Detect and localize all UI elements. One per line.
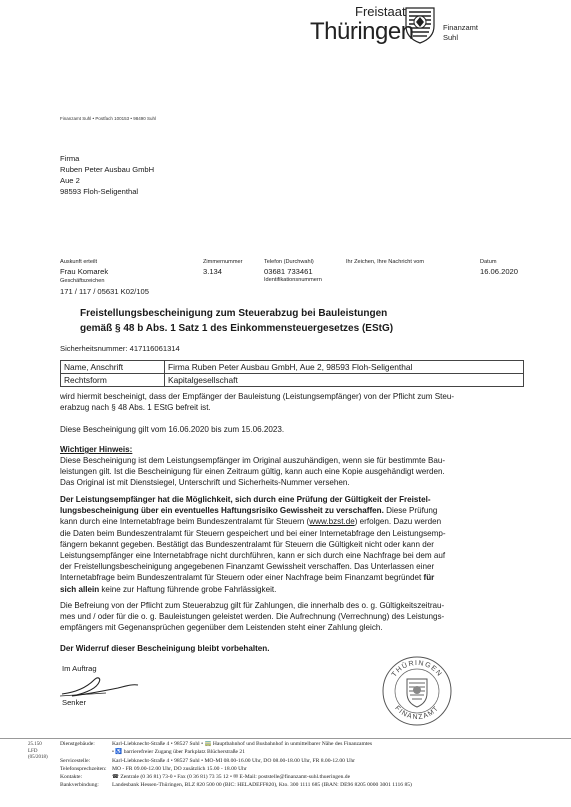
- telefon-label: Telefon (Durchwahl): [264, 259, 314, 265]
- info-table: [60, 360, 524, 387]
- signatory-name: Senker: [62, 698, 87, 707]
- footer-info: [60, 740, 540, 790]
- footer-row: Servicestelle: Karl-Liebknecht-Straße 4 • 98527 Suhl • MO-MI 08.00-16.00 Uhr, DO 08.00-18.00 Uhr, FR 8.00-12.00 Uhr: [60, 757, 356, 764]
- table-key: Name, Anschrift: [61, 361, 165, 374]
- recipient-line: 98593 Floh-Seligenthal: [60, 187, 139, 196]
- official-seal-icon: [381, 655, 453, 727]
- paragraph-gueltigkeit: Diese Bescheinigung gilt vom 16.06.2020 bis zum 15.06.2023.: [60, 425, 285, 434]
- footer-row: Bankverbindung: Landesbank Hessen-Thüringen, BLZ 820 500 00 (BIC: HELADEFF820), Kto. 300 1111 685 (IBAN: DE96 8205 0000 3001 1116 85): [60, 782, 412, 789]
- im-auftrag: Im Auftrag: [62, 664, 97, 673]
- footer-row: Kontakte: ☎ Zentrale (0 36 81) 73-0 • Fax (0 36 81) 73 35 12 • ✉ E-Mail: poststelle@finanzamt-suhl.thueringen.de: [60, 774, 351, 781]
- footer-row: • ♿ barrierefreier Zugang über Parkplatz Blücherstraße 21: [112, 749, 246, 756]
- finanzamt-label: Finanzamt Suhl: [443, 23, 479, 42]
- hinweis-title: Wichtiger Hinweis:: [60, 445, 133, 454]
- bzst-link[interactable]: www.bzst.de: [309, 517, 355, 527]
- paragraph-befreiung-zahlungen: Die Befreiung von der Pflicht zum Steuerabzug gilt für Zahlungen, die innerhalb des o. g. Gültigkeitszeitrau- mes und / oder für die o. g. Bauleistungen geleistet werden. Die Aufrechnung (Verrechnung) des Leistungs- empfängers mit Gegenansprüchen gegenüber dem Leistenden steht einer Zahlung gleich.: [60, 601, 445, 633]
- telefon-value: 03681 733461: [264, 267, 313, 276]
- gz-label: Geschäftszeichen: [60, 278, 105, 284]
- svg-text:THÜRINGEN: THÜRINGEN: [390, 659, 444, 679]
- recipient-address: [60, 153, 154, 197]
- paragraph-befreiung: wird hiermit bescheinigt, dass der Empfänger der Bauleistung (Leistungsempfänger) von der Pflicht zum Steu- erabzug nach § 48 Abs. 1 EStG befreit ist.: [60, 392, 455, 413]
- datum-value: 16.06.2020: [480, 267, 519, 276]
- paragraph-hinweis: Diese Bescheinigung ist dem Leistungsempfänger im Original auszuhändigen, wenn sie für bestimmte Bau- leistungen gilt. Ist die Bescheinigung für einen Zeitraum gültig, kann auch eine Kopie ausgehändigt werden. Das Original ist mit Dienstsiegel, Unterschrift und Sicherheits-Nummer versehen.: [60, 456, 446, 488]
- recipient-line: Aue 2: [60, 176, 80, 185]
- recipient-line: Ruben Peter Ausbau GmbH: [60, 165, 155, 174]
- footer-divider: [0, 738, 571, 739]
- recipient-line: Firma: [60, 154, 80, 163]
- auskunft-label: Auskunft erteilt: [60, 259, 97, 265]
- sicherheitsnummer: Sicherheitsnummer: 417116061314: [60, 344, 180, 353]
- table-value: Firma Ruben Peter Ausbau GmbH, Aue 2, 98593 Floh-Seligenthal: [165, 361, 524, 374]
- widerruf-note: Der Widerruf dieser Bescheinigung bleibt vorbehalten.: [60, 644, 270, 653]
- table-row: [61, 361, 524, 374]
- sender-line: Finanzamt Suhl • Postfach 100153 • 98490 Suhl: [60, 116, 156, 121]
- form-code: 25.150 LFD (05/2018): [28, 742, 48, 760]
- ihr-zeichen-label: Ihr Zeichen, Ihre Nachricht vom: [346, 259, 425, 265]
- brand-freistaat: Freistaat: [355, 4, 406, 19]
- coat-of-arms-icon: [405, 6, 435, 44]
- paragraph-pruefung: Der Leistungsempfänger hat die Möglichkeit, sich durch eine Prüfung der Gültigkeit der Freistel- lungsbescheinigung über ein eventuelles Haftungsrisiko Gewissheit zu verschaffen. Diese Prüfung kann durch eine Internetabfrage beim Bundeszentralamt für Steuern (www.bzst.de) erfolgen. Dazu werden die Daten beim Bundeszentralamt für Steuern gespeichert und bei einer Internetabfrage den Leistungsemp- fängern bekannt gegeben. Bestätigt das Bundeszentralamt für Steuern die Gültigkeit nicht oder kann der Leistungsempfänger eine Internetabfrage nicht durchführen, kann er sich durch eine Nachfrage bei dem auf der Freistellungsbescheinigung angegebenen Finanzamt Gewissheit verschaffen. Das Unterlassen einer Internetabfrage beim Bundeszentralamt für Steuern oder einer Nachfrage beim Finanzamt begründet für sich allein keine zur Haftung führende grobe Fahrlässigkeit.: [60, 495, 446, 594]
- table-value: Kapitalgesellschaft: [165, 374, 524, 387]
- brand-thueringen: Thüringen: [310, 18, 414, 45]
- datum-label: Datum: [480, 259, 497, 265]
- table-key: Rechtsform: [61, 374, 165, 387]
- zimmer-value: 3.134: [203, 267, 223, 276]
- ident-label: Identifikationsnummern: [264, 277, 322, 283]
- zimmer-label: Zimmernummer: [203, 259, 243, 265]
- gz-value: 171 / 117 / 05631 K02/105: [60, 287, 149, 296]
- svg-text:FINANZAMT: FINANZAMT: [393, 704, 441, 722]
- auskunft-value: Frau Komarek: [60, 267, 109, 276]
- table-row: [61, 374, 524, 387]
- document-title: Freistellungsbescheinigung zum Steuerabzug bei Bauleistungen gemäß § 48 b Abs. 1 Satz 1 des Einkommensteuergesetzes (EStG): [80, 308, 394, 334]
- footer-row: Telefonsprechzeiten: MO - FR 09.00-12.00 Uhr, DO zusätzlich 15.00 - 18.00 Uhr: [60, 765, 247, 772]
- footer-row: Dienstgebäude: Karl-Liebknecht-Straße 4 • 98527 Suhl • 🚃 Hauptbahnhof und Busbahnhof in unmittelbarer Nähe des Finanzamtes: [60, 741, 373, 747]
